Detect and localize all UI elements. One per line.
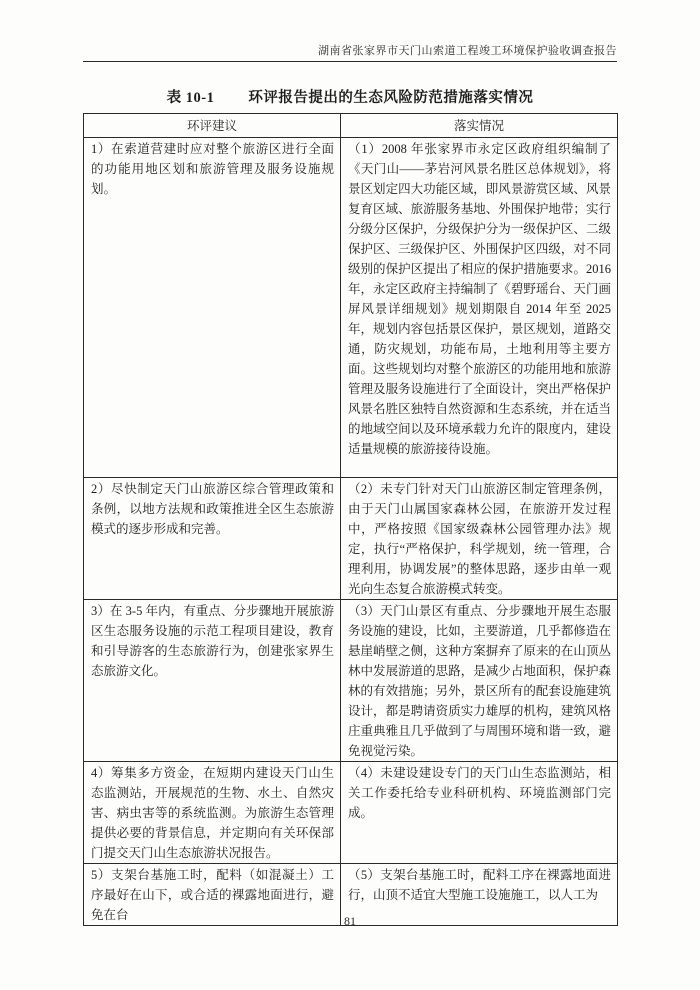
table-title-text: 环评报告提出的生态风险防范措施落实情况 bbox=[248, 90, 534, 106]
report-header-title: 湖南省张家界市天门山索道工程竣工环境保护验收调查报告 bbox=[318, 45, 617, 57]
page-number: 81 bbox=[344, 914, 356, 928]
implementation-cell-3: （3）天门山景区有重点、分步骤地开展生态服务设施的建设，比如，主要游道，几乎都修造在悬崖峭壁之侧，这种方案摒弃了原来的在山顶丛林中发展游道的思路，是减少占地面积，保护森林的有效措施；另外，景区所有的配套设施建筑设计，都是聘请资质实力雄厚的机构，建筑风格庄重典雅且几乎做到了与周围环境和谐一致，避免视觉污染。 bbox=[341, 600, 618, 762]
implementation-cell-2: （2）未专门针对天门山旅游区制定管理条例，由于天门山属国家森林公园，在旅游开发过程中，严格按照《国家级森林公园管理办法》规定，执行“严格保护，科学规划，统一管理，合理利用，协调发展”的整体思路，逐步由单一观光向生态复合旅游模式转变。 bbox=[341, 478, 618, 600]
implementation-cell-1: （1）2008 年张家界市永定区政府组织编制了《天门山——茅岩河风景名胜区总体规划》，将景区划定四大功能区域，即风景游赏区域、风景复育区域、旅游服务基地、外围保护地带；实行分级分区保护，分级保护分为一级保护区、二级保护区、三级保护区、外围保护区四级，对不同级别的保护区提出了相应的保护措施要求。2016 年，永定区政府主持编制了《碧野瑶台、天门画屏风景详细规划》规划期限自 2014 年至 2025 年，规划内容包括景区保护，景区规划，道路交通，防灾规划，功能布局，土地利用等主要方面。这些规划均对整个旅游区的功能用地和旅游管理及服务设施进行了全面设计，突出严格保护风景名胜区独特自然资源和生态系统，并在适当的地域空间以及环境承载力允许的限度内，建设适量规模的旅游接待设施。 bbox=[341, 138, 618, 478]
table-row bbox=[84, 478, 618, 600]
suggestion-cell-5: 5）支架台基施工时，配料（如混凝土）工序最好在山下，或合适的裸露地面进行，避免在台 bbox=[84, 864, 341, 926]
suggestion-cell-2: 2）尽快制定天门山旅游区综合管理政策和条例，以地方法规和政策推进全区生态旅游模式的逐步形成和完善。 bbox=[84, 478, 341, 600]
table-row bbox=[84, 600, 618, 762]
header-divider bbox=[83, 61, 617, 62]
implementation-cell-5: （5）支架台基施工时，配料工序在裸露地面进行，山顶不适宜大型施工设施施工，以人工为 bbox=[341, 864, 618, 926]
eco-risk-measures-table bbox=[83, 113, 618, 926]
table-row bbox=[84, 762, 618, 864]
table-number-label: 表 10-1 bbox=[166, 90, 215, 106]
implementation-cell-4: （4）未建设建设专门的天门山生态监测站，相关工作委托给专业科研机构、环境监测部门完成。 bbox=[341, 762, 618, 864]
suggestion-cell-3: 3）在 3-5 年内，有重点、分步骤地开展旅游区生态服务设施的示范工程项目建设，教育和引导游客的生态旅游行为，创建张家界生态旅游文化。 bbox=[84, 600, 341, 762]
column-header-suggestion: 环评建议 bbox=[84, 114, 341, 138]
suggestion-cell-4: 4）筹集多方资金，在短期内建设天门山生态监测站，开展规范的生物、水土、自然灾害、病虫害等的系统监测。为旅游生态管理提供必要的背景信息，并定期向有关环保部门提交天门山生态旅游状况报告。 bbox=[84, 762, 341, 864]
table-row bbox=[84, 138, 618, 478]
table-title bbox=[83, 86, 617, 107]
suggestion-cell-1: 1）在索道营建时应对整个旅游区进行全面的功能用地区划和旅游管理及服务设施规划。 bbox=[84, 138, 341, 478]
column-header-implementation: 落实情况 bbox=[341, 114, 618, 138]
table-header-row bbox=[84, 114, 618, 138]
